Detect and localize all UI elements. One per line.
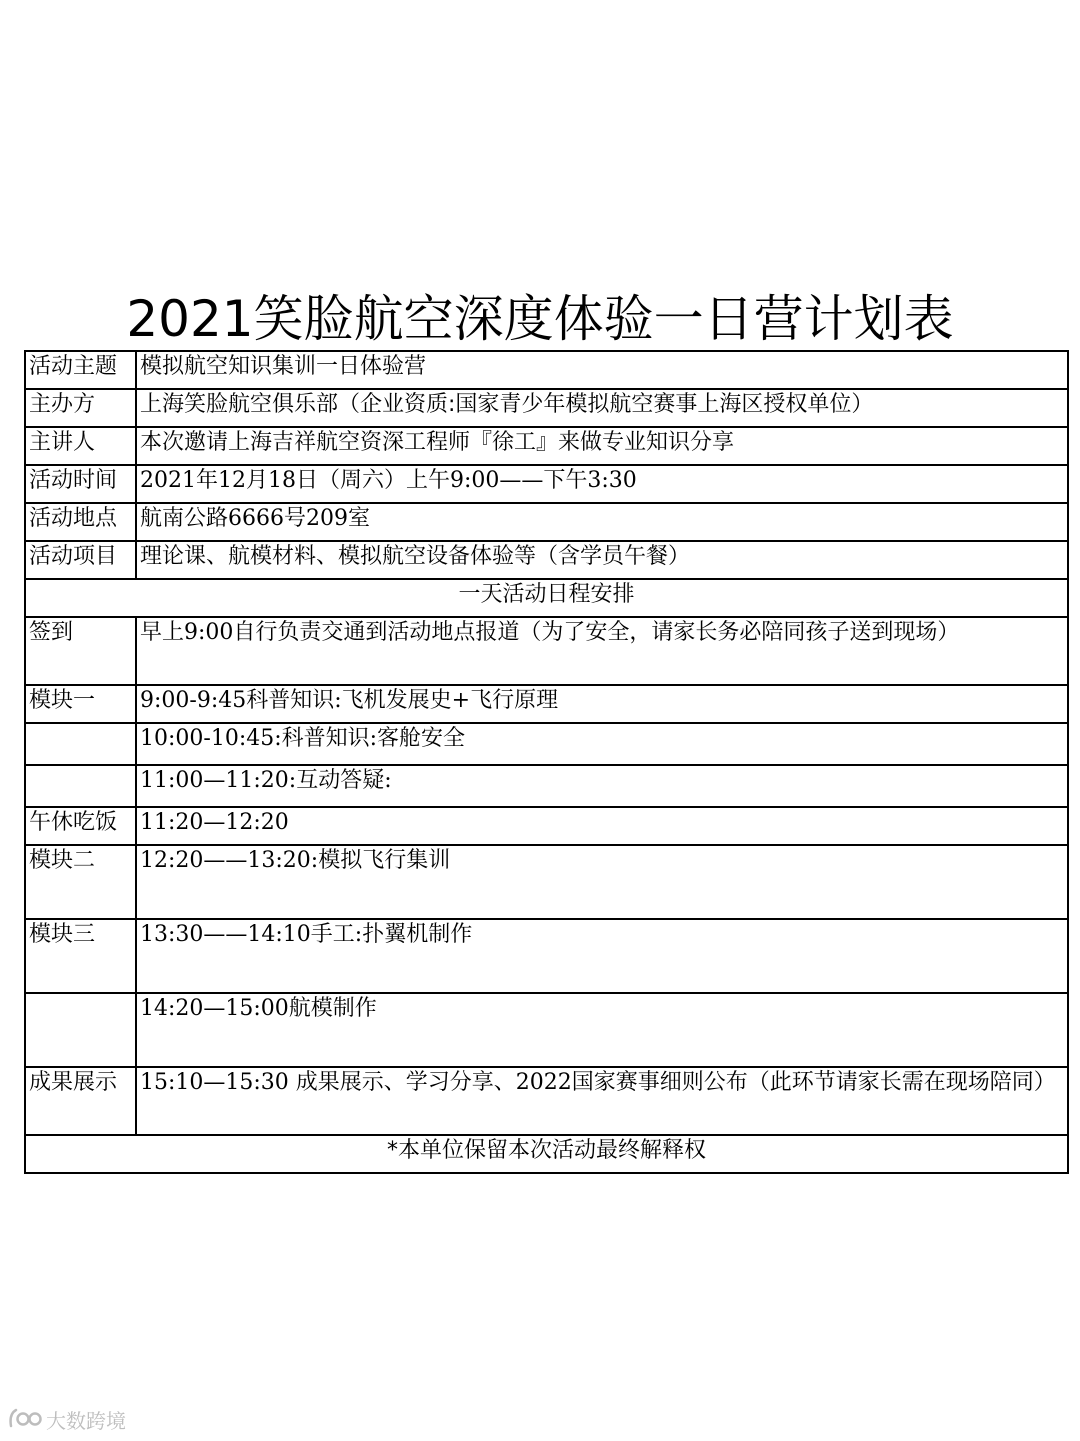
row-label: 成果展示 [25, 1067, 136, 1135]
table-row [25, 351, 1068, 389]
table-row [25, 427, 1068, 465]
row-value: 11:20—12:20 [136, 807, 1068, 845]
table-row [25, 807, 1068, 845]
table-row [25, 919, 1068, 993]
row-label: 模块一 [25, 685, 136, 723]
table-row [25, 1135, 1068, 1173]
row-label [25, 765, 136, 807]
row-value: 早上9:00自行负责交通到活动地点报道（为了安全，请家长务必陪同孩子送到现场） [136, 617, 1068, 685]
table-row [25, 765, 1068, 807]
row-value: 10:00-10:45:科普知识:客舱安全 [136, 723, 1068, 765]
row-label: 签到 [25, 617, 136, 685]
row-label: 模块三 [25, 919, 136, 993]
row-value: 14:20—15:00航模制作 [136, 993, 1068, 1067]
row-label [25, 993, 136, 1067]
row-value: 11:00—11:20:互动答疑: [136, 765, 1068, 807]
row-label: 活动时间 [25, 465, 136, 503]
row-value: 理论课、航模材料、模拟航空设备体验等（含学员午餐） [136, 541, 1068, 579]
row-value: 12:20——13:20:模拟飞行集训 [136, 845, 1068, 919]
table-row [25, 617, 1068, 685]
row-value: 15:10—15:30 成果展示、学习分享、2022国家赛事细则公布（此环节请家长需在现场陪同） [136, 1067, 1068, 1135]
row-label: 活动项目 [25, 541, 136, 579]
row-value: 9:00-9:45科普知识:飞机发展史+飞行原理 [136, 685, 1068, 723]
row-label: 主讲人 [25, 427, 136, 465]
table-row [25, 1067, 1068, 1135]
table-row [25, 845, 1068, 919]
row-label: 午休吃饭 [25, 807, 136, 845]
row-value: 航南公路6666号209室 [136, 503, 1068, 541]
table-row [25, 685, 1068, 723]
footer-note: *本单位保留本次活动最终解释权 [25, 1135, 1068, 1173]
table-row [25, 993, 1068, 1067]
row-label: 活动地点 [25, 503, 136, 541]
row-value: 13:30——14:10手工:扑翼机制作 [136, 919, 1068, 993]
schedule-header: 一天活动日程安排 [25, 579, 1068, 617]
row-value: 上海笑脸航空俱乐部（企业资质:国家青少年模拟航空赛事上海区授权单位） [136, 389, 1068, 427]
table-row [25, 541, 1068, 579]
row-value: 本次邀请上海吉祥航空资深工程师『徐工』来做专业知识分享 [136, 427, 1068, 465]
table-row [25, 465, 1068, 503]
watermark-text: 大数跨境 [46, 1408, 126, 1433]
table-row [25, 503, 1068, 541]
watermark [8, 1404, 126, 1434]
row-value: 模拟航空知识集训一日体验营 [136, 351, 1068, 389]
page-title: 2021笑脸航空深度体验一日营计划表 [126, 290, 954, 348]
table-row [25, 389, 1068, 427]
row-label: 主办方 [25, 389, 136, 427]
table-row [25, 579, 1068, 617]
plan-table [24, 350, 1069, 1174]
watermark-logo-icon [8, 1406, 42, 1432]
row-label [25, 723, 136, 765]
table-row [25, 723, 1068, 765]
row-label: 模块二 [25, 845, 136, 919]
row-label: 活动主题 [25, 351, 136, 389]
row-value: 2021年12月18日（周六）上午9:00——下午3:30 [136, 465, 1068, 503]
